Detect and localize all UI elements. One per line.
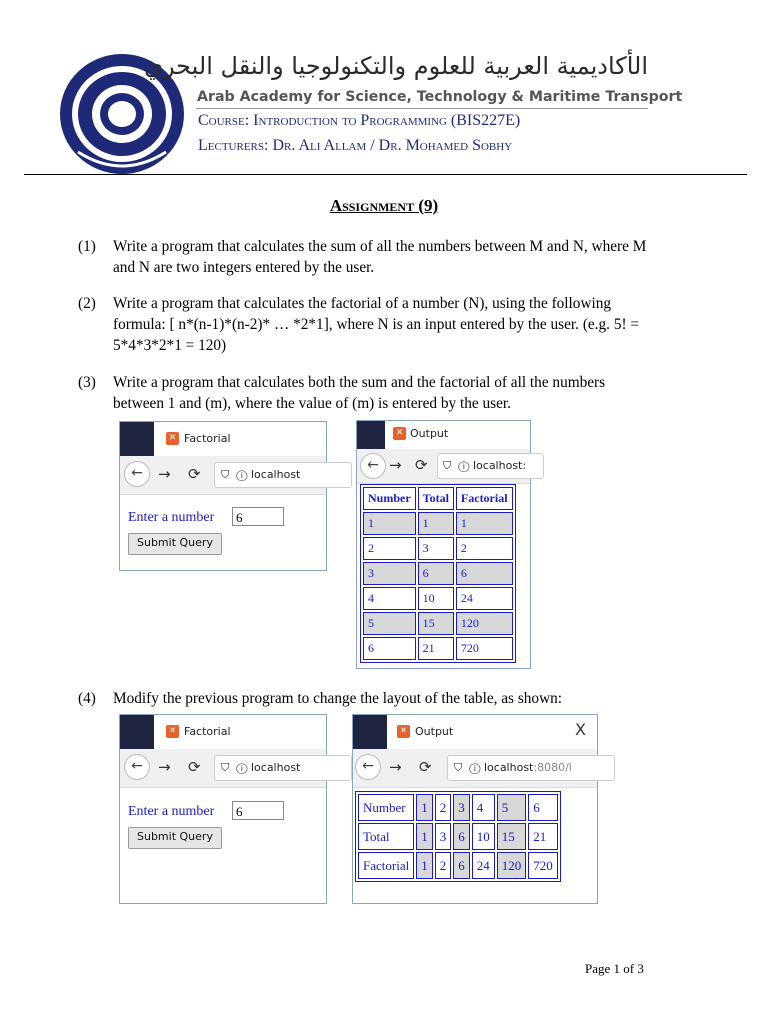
table-cell: 6 bbox=[453, 852, 470, 879]
table-cell: 3 bbox=[453, 794, 470, 821]
table-row bbox=[358, 823, 558, 850]
url-text: localhost: bbox=[472, 459, 527, 472]
url-bar[interactable] bbox=[447, 755, 615, 781]
back-button[interactable]: ← bbox=[124, 754, 150, 780]
number-input[interactable]: 6 bbox=[232, 801, 284, 820]
forward-button[interactable]: → bbox=[158, 758, 171, 776]
number-label: Enter a number bbox=[128, 804, 215, 819]
page-number: Page 1 of 3 bbox=[585, 961, 644, 976]
question-3 bbox=[78, 372, 658, 414]
factorial-window-2 bbox=[119, 714, 327, 904]
table-cell: 6 bbox=[418, 562, 454, 585]
question-number: (1) bbox=[78, 238, 96, 255]
row-header: Factorial bbox=[358, 852, 414, 879]
question-number: (4) bbox=[78, 690, 96, 707]
table-cell: 2 bbox=[435, 794, 452, 821]
question-2 bbox=[78, 293, 658, 356]
url-bar[interactable] bbox=[437, 453, 544, 479]
table-cell: 6 bbox=[456, 562, 513, 585]
table-cell: 3 bbox=[363, 562, 416, 585]
url-text: localhost bbox=[250, 468, 301, 481]
table-row bbox=[363, 512, 513, 535]
table-cell: 15 bbox=[418, 612, 454, 635]
tab-factorial[interactable]: Factorial bbox=[184, 725, 231, 738]
info-icon: ⓘ bbox=[236, 761, 248, 774]
tab-strip-dark bbox=[120, 715, 154, 749]
url-text: localhost bbox=[250, 761, 301, 774]
shield-icon: ⛉ bbox=[221, 468, 230, 481]
header-divider bbox=[196, 108, 648, 109]
submit-button[interactable]: Submit Query bbox=[128, 827, 222, 849]
table-row bbox=[363, 612, 513, 635]
table-cell: 21 bbox=[418, 637, 454, 660]
back-button[interactable]: ← bbox=[355, 754, 381, 780]
shield-icon: ⛉ bbox=[454, 761, 463, 774]
reload-button[interactable]: ⟳ bbox=[188, 465, 201, 483]
lecturers: Lecturers: Dr. Ali Allam / Dr. Mohamed Sobhy bbox=[198, 137, 513, 154]
academy-arabic-name: الأكاديمية العربية للعلوم والتكنولوجيا والنقل البحري bbox=[144, 52, 648, 80]
table-row bbox=[358, 852, 558, 879]
info-icon: ⓘ bbox=[469, 761, 481, 774]
table-header: Total bbox=[418, 487, 454, 510]
table-cell: 1 bbox=[418, 512, 454, 535]
row-header: Number bbox=[358, 794, 414, 821]
tab-output[interactable]: Output bbox=[410, 427, 449, 440]
row-header: Total bbox=[358, 823, 414, 850]
forward-button[interactable]: → bbox=[158, 465, 171, 483]
submit-button[interactable]: Submit Query bbox=[128, 533, 222, 555]
table-row bbox=[363, 562, 513, 585]
xampp-icon: ✕ bbox=[166, 432, 179, 445]
tab-strip-dark bbox=[357, 421, 385, 449]
back-button[interactable]: ← bbox=[124, 461, 150, 487]
output-window-1 bbox=[356, 420, 531, 669]
course-title: Course: Introduction to Programming (BIS227E) bbox=[198, 112, 521, 129]
question-number: (3) bbox=[78, 374, 96, 391]
question-text: Write a program that calculates both the sum and the factorial of all the numbers between 1 and (m), where the value of (m) is entered by the user. bbox=[113, 374, 606, 412]
table-cell: 1 bbox=[416, 852, 433, 879]
table-cell: 24 bbox=[456, 587, 513, 610]
factorial-window-1 bbox=[119, 421, 327, 571]
table-cell: 3 bbox=[418, 537, 454, 560]
table-cell: 1 bbox=[416, 823, 433, 850]
table-cell: 4 bbox=[363, 587, 416, 610]
url-bar[interactable] bbox=[214, 462, 352, 488]
table-header: Number bbox=[363, 487, 416, 510]
table-header: Factorial bbox=[456, 487, 513, 510]
reload-button[interactable]: ⟳ bbox=[188, 758, 201, 776]
tab-strip-dark bbox=[353, 715, 387, 749]
xampp-icon: ✕ bbox=[166, 725, 179, 738]
table-cell: 5 bbox=[497, 794, 527, 821]
question-text: Modify the previous program to change the layout of the table, as shown: bbox=[113, 690, 563, 707]
table-cell: 6 bbox=[528, 794, 558, 821]
info-icon: ⓘ bbox=[236, 468, 248, 481]
table-cell: 6 bbox=[453, 823, 470, 850]
number-label: Enter a number bbox=[128, 510, 215, 525]
header-rule bbox=[24, 174, 747, 175]
table-row bbox=[358, 794, 558, 821]
table-cell: 720 bbox=[528, 852, 558, 879]
table-cell: 24 bbox=[472, 852, 495, 879]
table-row bbox=[363, 637, 513, 660]
xampp-icon: ✕ bbox=[397, 725, 410, 738]
output-window-2 bbox=[352, 714, 598, 904]
results-table-horizontal bbox=[355, 791, 561, 882]
table-cell: 15 bbox=[497, 823, 527, 850]
table-cell: 1 bbox=[456, 512, 513, 535]
table-cell: 120 bbox=[497, 852, 527, 879]
question-number: (2) bbox=[78, 295, 96, 312]
table-cell: 3 bbox=[435, 823, 452, 850]
table-cell: 2 bbox=[435, 852, 452, 879]
table-cell: 1 bbox=[363, 512, 416, 535]
table-cell: 5 bbox=[363, 612, 416, 635]
results-table-vertical bbox=[360, 484, 516, 663]
question-1 bbox=[78, 236, 658, 278]
url-text-port: :8080/l bbox=[533, 761, 572, 774]
tab-output[interactable]: Output bbox=[415, 725, 454, 738]
table-cell: 6 bbox=[363, 637, 416, 660]
table-cell: 21 bbox=[528, 823, 558, 850]
url-text: localhost bbox=[483, 761, 534, 774]
table-cell: 120 bbox=[456, 612, 513, 635]
academy-english-name: Arab Academy for Science, Technology & Maritime Transport bbox=[197, 89, 683, 105]
question-4 bbox=[78, 688, 658, 709]
close-tab-button[interactable]: X bbox=[575, 720, 586, 739]
shield-icon: ⛉ bbox=[443, 459, 452, 472]
reload-button[interactable]: ⟳ bbox=[415, 456, 428, 474]
table-cell: 2 bbox=[363, 537, 416, 560]
table-row bbox=[363, 537, 513, 560]
question-text: Write a program that calculates the factorial of a number (N), using the following formula: [ n*(n-1)*(n-2)* … *2*1], where N is an input entered by the user. (e.g. 5! = 5*4*3*2*1 = 120) bbox=[113, 295, 640, 354]
info-icon: ⓘ bbox=[458, 459, 470, 472]
assignment-title: Assignment (9) bbox=[329, 196, 439, 215]
tab-strip-dark bbox=[120, 422, 154, 456]
question-text: Write a program that calculates the sum of all the numbers between M and N, where M and N are two integers entered by the user. bbox=[113, 238, 647, 276]
table-cell: 10 bbox=[472, 823, 495, 850]
number-input[interactable]: 6 bbox=[232, 507, 284, 526]
url-bar[interactable] bbox=[214, 755, 352, 781]
forward-button[interactable]: → bbox=[389, 758, 402, 776]
table-cell: 720 bbox=[456, 637, 513, 660]
table-cell: 4 bbox=[472, 794, 495, 821]
xampp-icon: ✕ bbox=[393, 427, 406, 440]
shield-icon: ⛉ bbox=[221, 761, 230, 774]
forward-button[interactable]: → bbox=[389, 456, 402, 474]
reload-button[interactable]: ⟳ bbox=[419, 758, 432, 776]
tab-factorial[interactable]: Factorial bbox=[184, 432, 231, 445]
table-cell: 10 bbox=[418, 587, 454, 610]
table-cell: 1 bbox=[416, 794, 433, 821]
back-button[interactable]: ← bbox=[360, 453, 386, 479]
table-cell: 2 bbox=[456, 537, 513, 560]
table-row bbox=[363, 587, 513, 610]
